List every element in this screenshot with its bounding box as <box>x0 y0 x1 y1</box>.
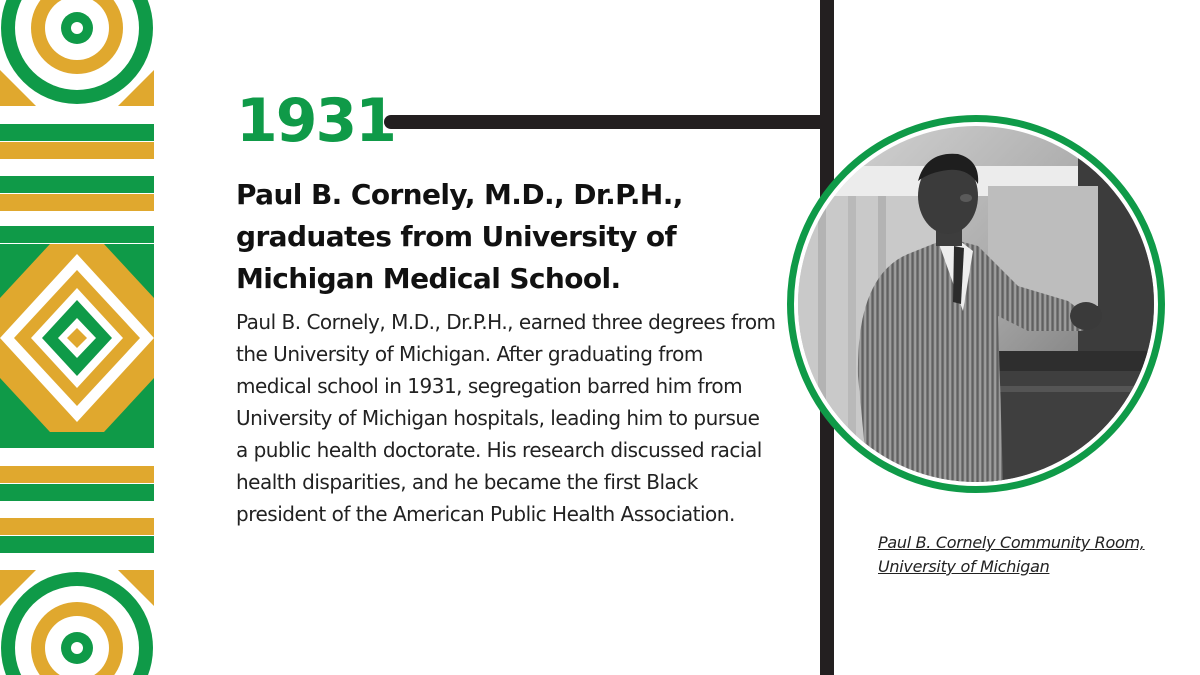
event-headline: Paul B. Cornely, M.D., Dr.P.H., graduates from University of Michigan Medical School. <box>236 178 683 295</box>
timeline-year: 1931 <box>236 86 395 156</box>
event-description: Paul B. Cornely, M.D., Dr.P.H., earned three degrees from the University of Michigan. After graduating from medical school in 1931, segregation barred him from University of Michigan hospitals, leading him to pursue a public health doctorate. His research discussed racial health disparities, and he became the first Black president of the American Public Health Association. <box>236 310 776 526</box>
caption-line-1[interactable]: Paul B. Cornely Community Room, <box>878 533 1145 552</box>
caption-line-2[interactable]: University of Michigan <box>878 557 1050 576</box>
portrait-photo-icon <box>798 126 1154 482</box>
timeline-connector-line <box>384 115 834 129</box>
portrait-photo <box>798 126 1154 482</box>
kente-pattern-icon <box>0 0 154 675</box>
photo-caption[interactable] <box>878 531 1178 579</box>
decorative-pattern-band <box>0 0 154 675</box>
